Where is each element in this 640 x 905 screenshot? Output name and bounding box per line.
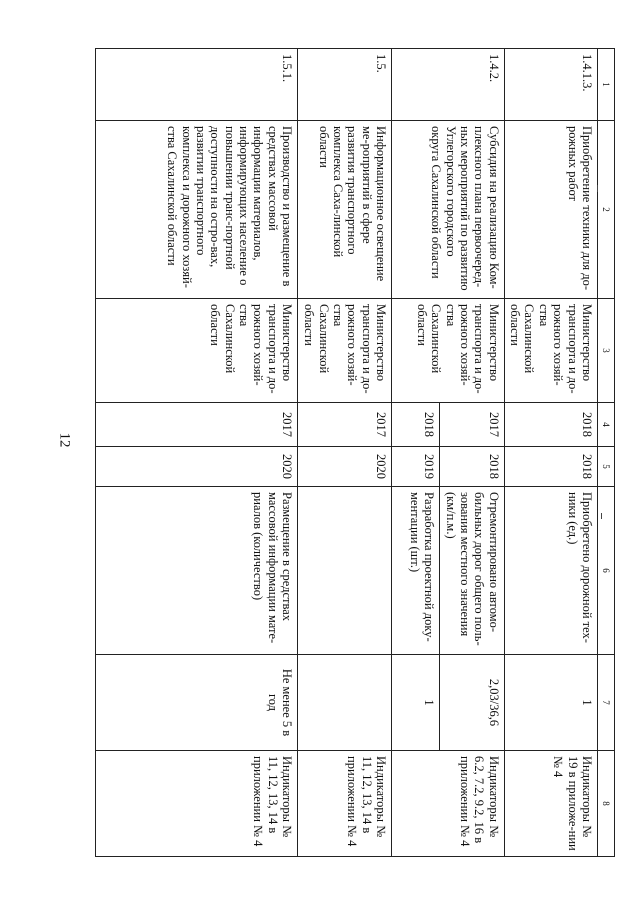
page-number: 12 [56,432,73,448]
cell-link: Индикаторы № 11, 12, 13, 14 в приложении № 4 [298,751,392,857]
cell-link: Индикаторы № 19 в приложе-нии № 4 [504,751,597,857]
cell-value: Не менее 5 в год [96,655,298,751]
cell-value: 2,03/36,6 [440,655,505,751]
cell-link: Индикаторы № 11, 12, 13, 14 в приложении № 4 [96,751,298,857]
cell-start: 2017 [440,403,505,447]
column-number: 7 [598,655,615,751]
column-number: 5 [598,447,615,487]
cell-name: Приобретение техники для до-рожных работ [504,121,597,299]
column-number: 6 [598,487,615,655]
table-row [504,49,597,857]
cell-start: 2018 [504,403,597,447]
cell-num: 1.4.1.3. [504,49,597,121]
cell-executor: Министерство транспорта и до-рожного хозяй-ства Сахалинской области [392,299,505,403]
table-row [440,49,505,857]
cell-end: 2018 [504,447,597,487]
column-number: 8 [598,751,615,857]
program-table [95,48,615,857]
table-row [298,49,392,857]
cell-indicator [298,487,392,655]
cell-executor: Министерство транспорта и до-рожного хозяй-ства Сахалинской области [298,299,392,403]
cell-start: 2017 [298,403,392,447]
cell-start: 2018 [392,403,440,447]
cell-name: Производство и размещение в средствах массовой информации материалов, информирующих население о повышении транс-портной доступности на остро-вах, развитии транспортного комплекса и дорожного хозяй-ства Сахалинской области [96,121,298,299]
column-number: 4 [598,403,615,447]
document-table-wrapper [95,48,615,856]
cell-num: 1.5. [298,49,392,121]
cell-num: 1.4.2. [392,49,505,121]
cell-indicator: Разработка проектной доку-ментации (шт.) [392,487,440,655]
cell-executor: Министерство транспорта и до-рожного хозяй-ства Сахалинской области [504,299,597,403]
cell-end: 2020 [298,447,392,487]
cell-indicator: Размещение в средствах массовой информации мате-риалов (количество) [96,487,298,655]
scan-speck [597,185,598,192]
cell-start: 2017 [96,403,298,447]
cell-name: Информационное освещение ме-роприятий в сфере развития транспортного комплекса Саха-линской области [298,121,392,299]
cell-indicator: Приобретено дорожной тех-ники (ед.) [504,487,597,655]
cell-num: 1.5.1. [96,49,298,121]
cell-indicator: Отремонтировано автомо-бильных дорог общего поль-зования местного значения (км/п.м.) [440,487,505,655]
cell-end: 2018 [440,447,505,487]
cell-value: 1 [392,655,440,751]
column-number: 2 [598,121,615,299]
cell-value: 1 [504,655,597,751]
scan-speck [601,513,602,519]
cell-link: Индикаторы № 6.2, 7.2, 9.2, 16 в приложении № 4 [392,751,505,857]
cell-end: 2019 [392,447,440,487]
table-row [96,49,298,857]
cell-end: 2020 [96,447,298,487]
cell-name: Субсидия на реализацию Ком-плексного плана первоочеред-ных мероприятий по развитию Углегорского городского округа Сахалинской области [392,121,505,299]
column-number: 3 [598,299,615,403]
column-number-row [598,49,615,857]
column-number: 1 [598,49,615,121]
cell-executor: Министерство транспорта и до-рожного хозяй-ства Сахалинской области [96,299,298,403]
cell-value [298,655,392,751]
